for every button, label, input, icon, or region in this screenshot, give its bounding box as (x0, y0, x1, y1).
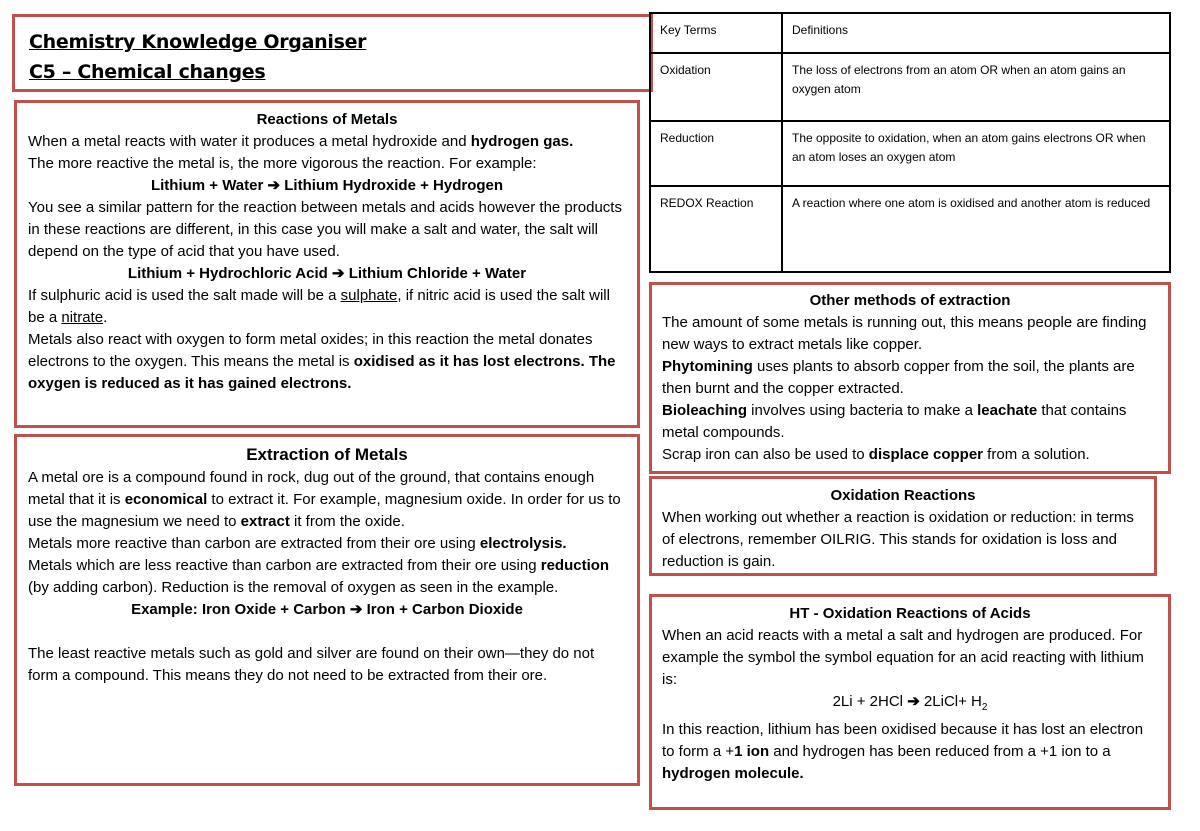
text: to extract it. For example, magnesium oxide. In order for us to use the magnesium we need to (28, 491, 621, 530)
oxidation-reactions-box (649, 476, 1157, 576)
bold-text: economical (124, 491, 208, 508)
ht-paragraph-1: When an acid reacts with a metal a salt and hydrogen are produced. For example the symbol the symbol equation for an acid reacting with lithium is: (662, 627, 1144, 688)
equation-products: Lithium Hydroxide + Hydrogen (280, 177, 504, 194)
document-title: Chemistry Knowledge Organiser (29, 31, 367, 53)
reactions-paragraph-4 (28, 285, 626, 329)
text: and hydrogen has been reduced from a +1 ion to a (769, 743, 1111, 760)
text: it from the oxide. (289, 513, 405, 530)
equation-products: 2LiCl+ H (919, 693, 982, 710)
other-methods-heading: Other methods of extraction (809, 292, 1011, 309)
text: Scrap iron can also be used to (662, 446, 869, 463)
equation-products: Lithium Chloride + Water (344, 265, 527, 282)
ht-heading: HT - Oxidation Reactions of Acids (789, 605, 1031, 622)
underlined-text: sulphate (340, 287, 398, 304)
underlined-text: nitrate (61, 309, 104, 326)
bold-text: Phytomining (662, 358, 753, 375)
text: involves using bacteria to make a (747, 402, 978, 419)
reactions-heading: Reactions of Metals (256, 111, 398, 128)
subscript: 2 (981, 702, 988, 713)
text: Metals which are less reactive than carbon are extracted from their ore using (28, 557, 541, 574)
text: uses plants to absorb copper from the soil, the plants are then burnt and the copper extracted. (662, 358, 1135, 397)
arrow-icon: ➔ (331, 265, 345, 282)
arrow-icon: ➔ (267, 177, 281, 194)
text: that contains metal compounds. (662, 402, 1127, 441)
term-cell: REDOX Reaction (650, 186, 782, 272)
oxidation-reactions-paragraph: When working out whether a reaction is oxidation or reduction: in terms of electrons, remember OILRIG. This stands for oxidation is loss and reduction is gain. (662, 509, 1134, 570)
reactions-of-metals-box (14, 100, 640, 428)
title-box (12, 14, 653, 92)
bold-text: reduction (540, 557, 610, 574)
bold-text: leachate (977, 402, 1038, 419)
other-methods-paragraph-1: The amount of some metals is running out, this means people are finding new ways to extract metals like copper. (662, 314, 1147, 353)
reactions-paragraph-1 (28, 131, 626, 153)
equation-products: Iron + Carbon Dioxide (362, 601, 523, 618)
text: When a metal reacts with water it produces a metal hydroxide and (28, 133, 471, 150)
other-methods-box (649, 282, 1171, 474)
other-methods-paragraph-4 (662, 444, 1158, 466)
table-row (650, 186, 1170, 272)
arrow-icon: ➔ (907, 693, 920, 710)
bold-text: oxidised as it has lost electrons. The oxygen is reduced as it has gained electrons. (28, 353, 616, 392)
header-definitions: Definitions (782, 13, 1170, 53)
spacer (28, 621, 626, 643)
bold-text: electrolysis. (479, 535, 567, 552)
text: , if nitric acid is used the salt will be a (28, 287, 610, 326)
reactions-paragraph-3: You see a similar pattern for the reaction between metals and acids however the products in these reactions are different, in this case you will make a salt and water, the salt will depend on the type of acid that you have used. (28, 199, 622, 260)
table-header-row (650, 13, 1170, 53)
bold-text: displace copper (868, 446, 984, 463)
reactions-paragraph-2: The more reactive the metal is, the more vigorous the reaction. For example: (28, 155, 537, 172)
term-cell: Reduction (650, 121, 782, 186)
definition-cell: The loss of electrons from an atom OR when an atom gains an oxygen atom (782, 53, 1170, 121)
word-equation-water (28, 175, 626, 197)
key-terms-table (649, 12, 1171, 273)
bold-text: hydrogen gas. (470, 133, 574, 150)
word-equation-acid (28, 263, 626, 285)
text: In this reaction, lithium has been oxidised because it has lost an electron to form a + (662, 721, 1144, 760)
text: If sulphuric acid is used the salt made will be a (28, 287, 341, 304)
bold-text: 1 ion (734, 743, 770, 760)
definition-cell: The opposite to oxidation, when an atom gains electrons OR when an atom loses an oxygen atom (782, 121, 1170, 186)
reactions-paragraph-5 (28, 329, 626, 395)
extraction-paragraph-2 (28, 533, 626, 555)
extraction-paragraph-1 (28, 467, 626, 533)
other-methods-paragraph-3 (662, 400, 1158, 444)
equation-reactants: Example: Iron Oxide + Carbon (131, 601, 350, 618)
arrow-icon: ➔ (349, 601, 363, 618)
extraction-paragraph-4: The least reactive metals such as gold and silver are found on their own—they do not form a compound. This means they do not need to be extracted from their ore. (28, 645, 595, 684)
document-subtitle: C5 – Chemical changes (29, 61, 266, 83)
extraction-of-metals-box (14, 434, 640, 786)
other-methods-paragraph-2 (662, 356, 1158, 400)
term-cell: Oxidation (650, 53, 782, 121)
text: from a solution. (983, 446, 1090, 463)
header-key-terms: Key Terms (650, 13, 782, 53)
text: Metals also react with oxygen to form metal oxides; in this reaction the metal donates electrons to the oxygen. This means the metal is (28, 331, 593, 370)
symbol-equation (662, 691, 1158, 719)
text: Metals more reactive than carbon are extracted from their ore using (28, 535, 480, 552)
bold-text: extract (240, 513, 290, 530)
equation-reactants: 2Li + 2HCl (832, 693, 908, 710)
oxidation-reactions-heading: Oxidation Reactions (830, 487, 976, 504)
table-row (650, 121, 1170, 186)
table-row (650, 53, 1170, 121)
definition-cell: A reaction where one atom is oxidised and another atom is reduced (782, 186, 1170, 272)
extraction-heading: Extraction of Metals (246, 445, 408, 464)
bold-text: Bioleaching (662, 402, 748, 419)
ht-paragraph-2 (662, 719, 1158, 785)
word-equation-iron (28, 599, 626, 621)
ht-oxidation-acids-box (649, 594, 1171, 810)
bold-text: hydrogen molecule. (662, 765, 804, 782)
equation-reactants: Lithium + Water (150, 177, 268, 194)
equation-reactants: Lithium + Hydrochloric Acid (127, 265, 332, 282)
text: . (103, 309, 108, 326)
text: (by adding carbon). Reduction is the removal of oxygen as seen in the example. (28, 579, 559, 596)
text: A metal ore is a compound found in rock, dug out of the ground, that contains enough metal that it is (28, 469, 595, 508)
extraction-paragraph-3 (28, 555, 626, 599)
